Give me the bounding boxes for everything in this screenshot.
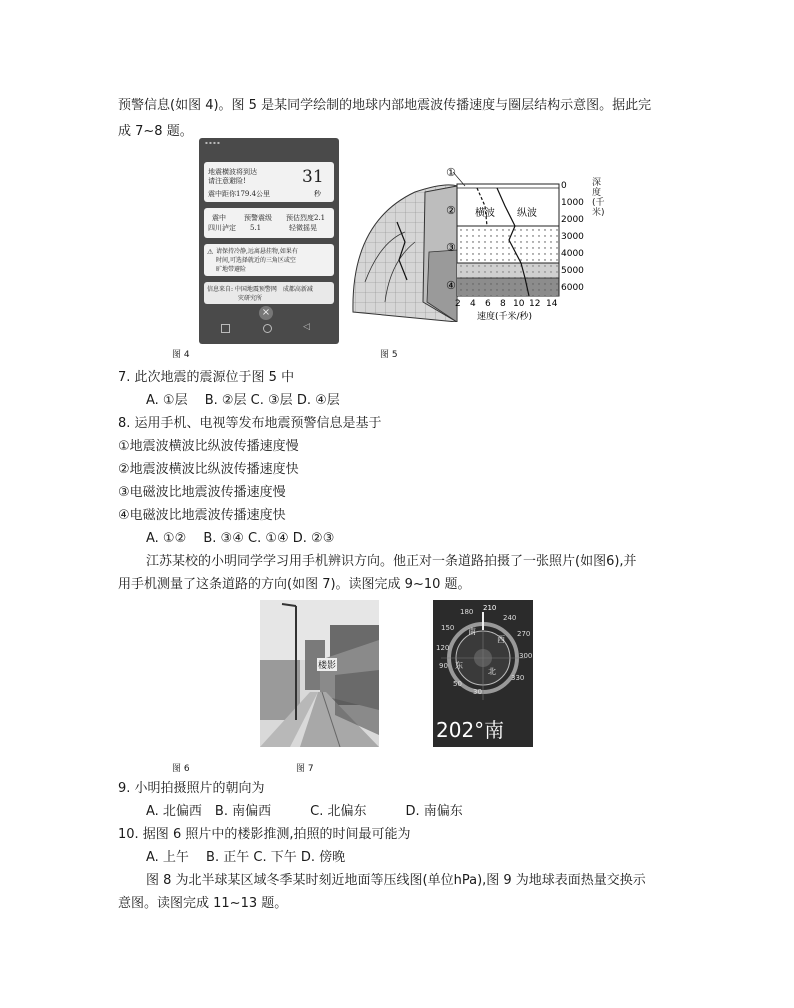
source-line: 信息来自: 中国地震预警网 成都高新减 — [207, 286, 313, 293]
depth-tick: 3000 — [561, 232, 584, 242]
magnitude-header: 预警震级 — [244, 214, 272, 222]
compass-tick: 150 — [441, 624, 455, 632]
status-bar: ▪ ▪ ▪ ▪ — [205, 140, 220, 145]
layer-label: ② — [446, 204, 456, 217]
p-wave-label: 纵波 — [517, 208, 537, 219]
back-icon[interactable]: ◁ — [303, 322, 310, 332]
tip-line: 时间,可选择就近的三角区或空 — [216, 257, 296, 264]
speed-tick: 12 — [529, 299, 541, 309]
s-wave-label: 横波 — [475, 208, 495, 219]
direction-south: 南 — [468, 627, 476, 636]
figure-7-caption: 图 7 — [296, 764, 314, 774]
compass-tick: 300 — [519, 652, 533, 660]
warning-icon: ⚠ — [207, 248, 214, 256]
depth-tick: 2000 — [561, 215, 584, 225]
road-photo — [260, 600, 379, 747]
compass-tick: 30 — [473, 688, 482, 696]
close-button[interactable]: × — [259, 306, 273, 320]
statement-2: ②地震波横波比纵波传播速度快 — [118, 462, 299, 477]
passage-line: 图 8 为北半球某区域冬季某时刻近地面等压线图(单位hPa),图 9 为地球表面热量交换示 — [146, 873, 646, 888]
layer-label: ① — [446, 166, 456, 179]
direction-north: 北 — [488, 667, 496, 676]
passage-line: 意图。读图完成 11~13 题。 — [118, 896, 288, 911]
tip-line: 旷地带避险 — [216, 266, 247, 273]
layer-label: ③ — [446, 241, 456, 254]
recent-apps-icon[interactable] — [221, 324, 230, 333]
alert-subtitle: 请注意避险! — [208, 177, 246, 185]
intensity-header: 预估烈度2.1 — [286, 214, 326, 222]
depth-tick: 1000 — [561, 198, 584, 208]
question-8-options: A. ①② B. ③④ C. ①④ D. ②③ — [146, 531, 335, 546]
compass-tick: 50 — [453, 680, 462, 688]
speed-tick: 4 — [470, 299, 476, 309]
alert-title: 地震横波将到达 — [208, 168, 257, 176]
tip-card — [204, 244, 334, 276]
figure-4-caption: 图 4 — [172, 350, 190, 360]
epicenter-value: 四川泸定 — [208, 224, 236, 232]
question-8: 8. 运用手机、电视等发布地震预警信息是基于 — [118, 416, 382, 431]
source-line: 灾研究所 — [238, 295, 263, 302]
question-7-options: A. ①层 B. ②层 C. ③层 D. ④层 — [146, 393, 340, 408]
road-photo-scene — [260, 600, 379, 747]
speed-tick: 2 — [455, 299, 461, 309]
compass-tick: 210 — [483, 604, 497, 612]
depth-axis-label: 深度(千米) — [592, 178, 605, 218]
depth-tick: 4000 — [561, 249, 584, 259]
countdown-unit: 秒 — [314, 190, 321, 198]
speed-tick: 14 — [546, 299, 558, 309]
compass-tick: 120 — [436, 644, 450, 652]
question-10-options: A. 上午 B. 正午 C. 下午 D. 傍晚 — [146, 850, 346, 865]
quake-info-card — [204, 208, 334, 238]
intensity-value: 轻微摇晃 — [289, 224, 317, 232]
statement-3: ③电磁波比地震波传播速度慢 — [118, 485, 286, 500]
depth-tick: 5000 — [561, 266, 584, 276]
statement-4: ④电磁波比地震波传播速度快 — [118, 508, 286, 523]
alert-card — [204, 162, 334, 202]
passage-line: 用手机测量了这条道路的方向(如图 7)。读图完成 9~10 题。 — [118, 577, 471, 592]
question-9-options: A. 北偏西 B. 南偏西 C. 北偏东 D. 南偏东 — [146, 804, 463, 819]
statement-1: ①地震波横波比纵波传播速度慢 — [118, 439, 299, 454]
direction-east: 东 — [455, 661, 463, 670]
globe — [353, 185, 457, 322]
depth-tick: 0 — [561, 181, 567, 191]
depth-tick: 6000 — [561, 283, 584, 293]
alert-distance: 震中距你179.4公里 — [208, 190, 271, 198]
compass-tick: 330 — [511, 674, 525, 682]
source-card — [204, 282, 334, 304]
speed-axis-label: 速度(千米/秒) — [477, 312, 533, 322]
heading-readout: 202°南 — [436, 718, 505, 742]
compass-tick: 180 — [460, 608, 474, 616]
building-shadow-label: 楼影 — [317, 658, 337, 671]
phone-screenshot — [199, 138, 339, 344]
compass-tick: 240 — [503, 614, 517, 622]
home-icon[interactable] — [263, 324, 272, 333]
question-7: 7. 此次地震的震源位于图 5 中 — [118, 370, 295, 385]
layer-label: ④ — [446, 279, 456, 292]
speed-tick: 6 — [485, 299, 491, 309]
magnitude-value: 5.1 — [250, 224, 262, 232]
compass-tick: 90 — [439, 662, 448, 670]
compass-screenshot — [433, 600, 533, 747]
passage-line: 江苏某校的小明同学学习用手机辨识方向。他正对一条道路拍摄了一张照片(如图6),并 — [146, 554, 637, 569]
text-line: 预警信息(如图 4)。图 5 是某同学绘制的地球内部地震波传播速度与圈层结构示意图。据此完 — [118, 98, 652, 113]
layer-chart — [457, 184, 559, 296]
figure-6-caption: 图 6 — [172, 764, 190, 774]
compass-tick: 270 — [517, 630, 531, 638]
speed-tick: 8 — [500, 299, 506, 309]
tip-line: 请保持冷静,远离悬挂物,如果有 — [216, 248, 298, 255]
earth-interior-diagram — [345, 162, 607, 322]
direction-west: 西 — [497, 635, 505, 644]
epicenter-header: 震中 — [212, 214, 226, 222]
figure-5-caption: 图 5 — [380, 350, 398, 360]
speed-tick: 10 — [513, 299, 525, 309]
countdown: 31 — [302, 167, 324, 187]
text-line: 成 7~8 题。 — [118, 124, 193, 139]
question-9: 9. 小明拍摄照片的朝向为 — [118, 781, 265, 796]
question-10: 10. 据图 6 照片中的楼影推测,拍照的时间最可能为 — [118, 827, 411, 842]
